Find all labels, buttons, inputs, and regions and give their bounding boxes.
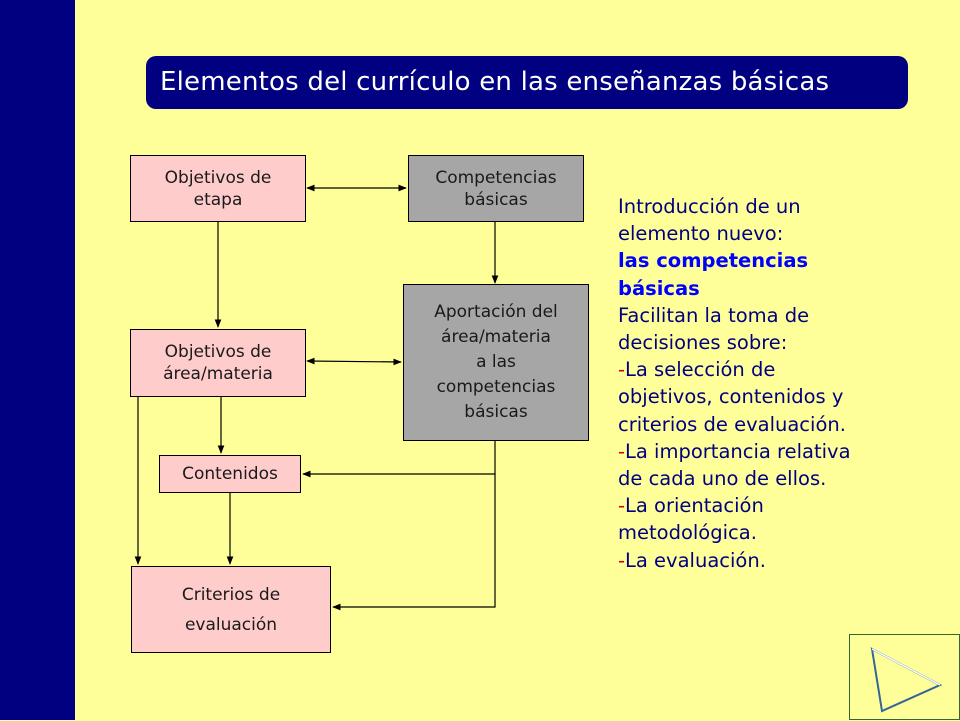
box-objetivos-etapa: Objetivos de etapa [130,155,306,222]
desc-list-item [618,356,948,383]
desc-emphasis: básicas [618,276,700,300]
arrow-aportacion-criterios [333,474,495,607]
play-triangle-icon [850,635,960,721]
desc-line: Facilitan la toma de [618,303,810,327]
dash-marker: - [618,548,626,572]
box-aportacion-area: Aportación del área/materia a las competencias básicas [403,284,589,441]
dash-marker: - [618,494,626,518]
dash-marker: - [618,358,626,382]
box-contenidos: Contenidos [159,455,301,493]
desc-item-text: La evaluación. [625,548,766,572]
box-criterios-evaluacion: Criterios de evaluación [131,566,331,653]
slide-title: Elementos del currículo en las enseñanzas básicas [146,56,908,109]
desc-line: decisiones sobre: [618,331,788,355]
arrow-area-aportacion [307,361,401,362]
box-objetivos-area: Objetivos de área/materia [130,329,306,397]
desc-line: objetivos, contenidos y [618,385,844,409]
desc-line: Introducción de un [618,195,801,218]
arrow-aportacion-contenidos [303,441,495,474]
dash-marker: - [618,439,626,463]
next-slide-button[interactable] [849,634,960,720]
desc-line: elemento nuevo: [618,222,784,246]
desc-list-item [618,438,948,465]
desc-item-text: La importancia relativa [625,439,851,463]
desc-item-text: La orientación [625,494,764,518]
desc-list-item [618,492,948,519]
desc-line: metodológica. [618,521,757,545]
box-competencias-basicas: Competencias básicas [408,155,584,222]
description-text [618,193,948,574]
desc-line: de cada uno de ellos. [618,467,827,491]
desc-line: criterios de evaluación. [618,412,846,436]
desc-list-item [618,547,948,574]
desc-emphasis: las competencias [618,249,809,273]
desc-item-text: La selección de [625,358,776,382]
